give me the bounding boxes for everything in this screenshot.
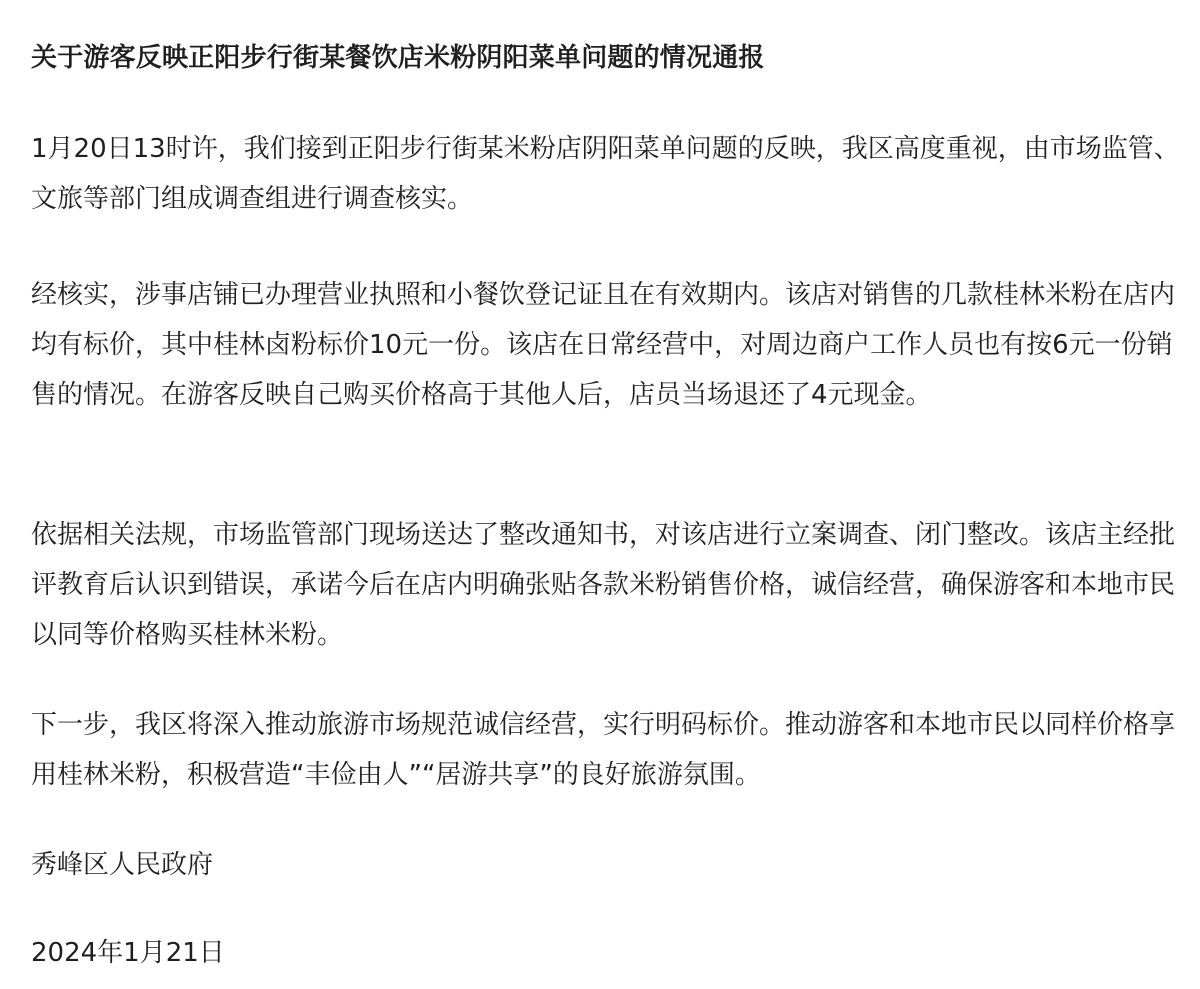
paragraph-verification: 经核实，涉事店铺已办理营业执照和小餐饮登记证且在有效期内。该店对销售的几款桂林米粉在店内均有标价，其中桂林卤粉标价10元一份。该店在日常经营中，对周边商户工作人员也有按6元一份销售的情况。在游客反映自己购买价格高于其他人后，店员当场退还了4元现金。 bbox=[31, 280, 1176, 410]
signature: 秀峰区人民政府 bbox=[31, 850, 214, 880]
paragraph-rectification: 依据相关法规，市场监管部门现场送达了整改通知书，对该店进行立案调查、闭门整改。该店主经批评教育后认识到错误，承诺今后在店内明确张贴各款米粉销售价格，诚信经营，确保游客和本地市民以同等价格购买桂林米粉。 bbox=[31, 520, 1176, 650]
paragraph-report-received: 1月20日13时许，我们接到正阳步行街某米粉店阴阳菜单问题的反映，我区高度重视，由市场监管、文旅等部门组成调查组进行调查核实。 bbox=[31, 134, 1180, 214]
paragraph-next-steps: 下一步，我区将深入推动旅游市场规范诚信经营，实行明码标价。推动游客和本地市民以同样价格享用桂林米粉，积极营造“丰俭由人”“居游共享”的良好旅游氛围。 bbox=[31, 710, 1176, 790]
notice-title: 关于游客反映正阳步行街某餐饮店米粉阴阳菜单问题的情况通报 bbox=[31, 43, 765, 73]
date: 2024年1月21日 bbox=[31, 938, 225, 968]
